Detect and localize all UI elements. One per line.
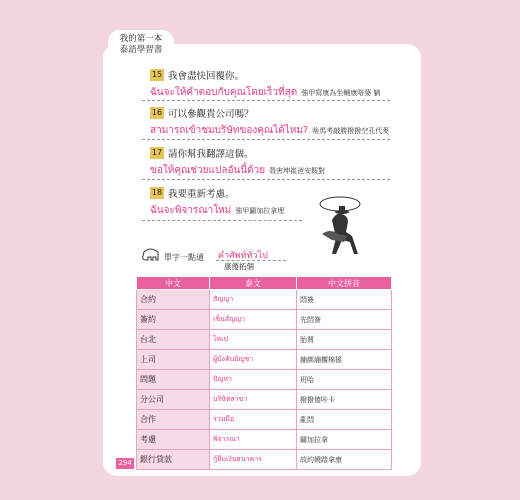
cell-pinyin: 胎賈: [297, 330, 392, 350]
table-row: [137, 370, 392, 390]
phrase-chinese: 可以參觀貴公司嗎？: [168, 108, 254, 120]
table-row: [137, 330, 392, 350]
cell-chinese: 合約: [137, 290, 210, 310]
book-title-line1: 我的第一本: [119, 34, 163, 44]
cell-pinyin: 闢加拉拿: [297, 430, 392, 450]
phrase-chinese: 我會盡快回覆你。: [168, 70, 245, 82]
cell-chinese: 簽約: [137, 310, 210, 330]
table-row: [137, 430, 392, 450]
phrase-thai: ฉันจะให้คำตอบกับคุณโดยเร็วที่สุด: [150, 87, 298, 98]
phrase-pronunciation: 殼害坤崔爸安餒對: [269, 167, 326, 175]
cell-pinyin: 撥撥傻咔卡: [297, 390, 392, 410]
cell-chinese: 分公司: [137, 390, 210, 410]
cell-thai: ไทเป: [210, 330, 297, 350]
divider: [142, 179, 390, 180]
divider: [142, 139, 390, 140]
cell-thai: บริษัทสาขา: [210, 390, 297, 410]
phrase-thai: ขอให้คุณช่วยแปลอันนี้ด้วย: [150, 165, 266, 176]
cell-thai: กู้ยืมเงินธนาคาร: [210, 450, 297, 470]
phrase-thai: สามารถเข้าชมบริษัทของคุณได้ไหม?: [150, 125, 309, 136]
cell-pinyin: 故約饒踏拿康: [297, 450, 392, 470]
table-row: [137, 290, 392, 310]
cell-pinyin: 班哈: [297, 370, 392, 390]
phrase-pronunciation: 強甲闢加拉拿埋: [235, 207, 285, 215]
divider: [142, 100, 390, 101]
table-row: [137, 310, 392, 330]
tip-label: 單字一點通: [164, 253, 204, 262]
cell-pinyin: 先悶簽: [297, 310, 392, 330]
table-row: [137, 410, 392, 430]
phrase-entry: [150, 146, 385, 177]
cell-chinese: 銀行貸款: [137, 450, 210, 470]
cell-chinese: 問題: [137, 370, 210, 390]
cell-chinese: 考慮: [137, 430, 210, 450]
phrase-thai: ฉันจะพิจารณาใหม่: [150, 205, 232, 216]
phrase-pronunciation: 啥馬考敲勝撥撥空孔代麥: [312, 127, 390, 135]
vocabulary-tip: [160, 244, 390, 270]
phrase-number: 17: [151, 147, 163, 157]
phrase-chinese: 請你幫我翻譯這個。: [168, 148, 254, 160]
cell-chinese: 台北: [137, 330, 210, 350]
header-pinyin: 中文拼音: [297, 277, 392, 290]
phrase-entry: [150, 106, 390, 137]
cell-thai: ปัญหา: [210, 370, 297, 390]
tip-thai: คำศัพท์ทั่วไป: [218, 251, 268, 261]
cell-thai: เซ็นสัญญา: [210, 310, 297, 330]
cell-thai: ผู้บังคับบัญชา: [210, 350, 297, 370]
cell-chinese: 上司: [137, 350, 210, 370]
table-row: [137, 450, 392, 470]
elephant-icon: [140, 244, 162, 266]
book-title-tab: [108, 30, 174, 60]
cell-thai: สัญญา: [210, 290, 297, 310]
tip-pronunciation: 康傻拓個: [224, 262, 254, 271]
table-header-row: [137, 277, 392, 290]
table-row: [137, 390, 392, 410]
cell-pinyin: 悶簽: [297, 290, 392, 310]
phrase-number: 18: [151, 187, 163, 197]
phrase-number: 16: [151, 107, 163, 117]
cell-chinese: 合作: [137, 410, 210, 430]
table-row: [137, 350, 392, 370]
cell-pinyin: 亂悶: [297, 410, 392, 430]
book-title-line2: 泰語學習書: [119, 45, 163, 55]
header-thai: 泰文: [210, 277, 297, 290]
divider: [142, 220, 302, 221]
vocabulary-table: [136, 276, 392, 470]
cell-pinyin: 鋪綁繃櫬棉搖: [297, 350, 392, 370]
page-number: 294: [116, 458, 134, 469]
header-chinese: 中文: [137, 277, 210, 290]
phrase-number: 15: [151, 69, 163, 79]
cell-thai: ร่วมมือ: [210, 410, 297, 430]
phrase-entry: [150, 68, 385, 99]
cell-thai: พิจารณา: [210, 430, 297, 450]
phrase-chinese: 我要重新考慮。: [168, 188, 235, 200]
phrase-pronunciation: 強甲寫康為坐輔康咯婆 躺: [301, 89, 381, 97]
